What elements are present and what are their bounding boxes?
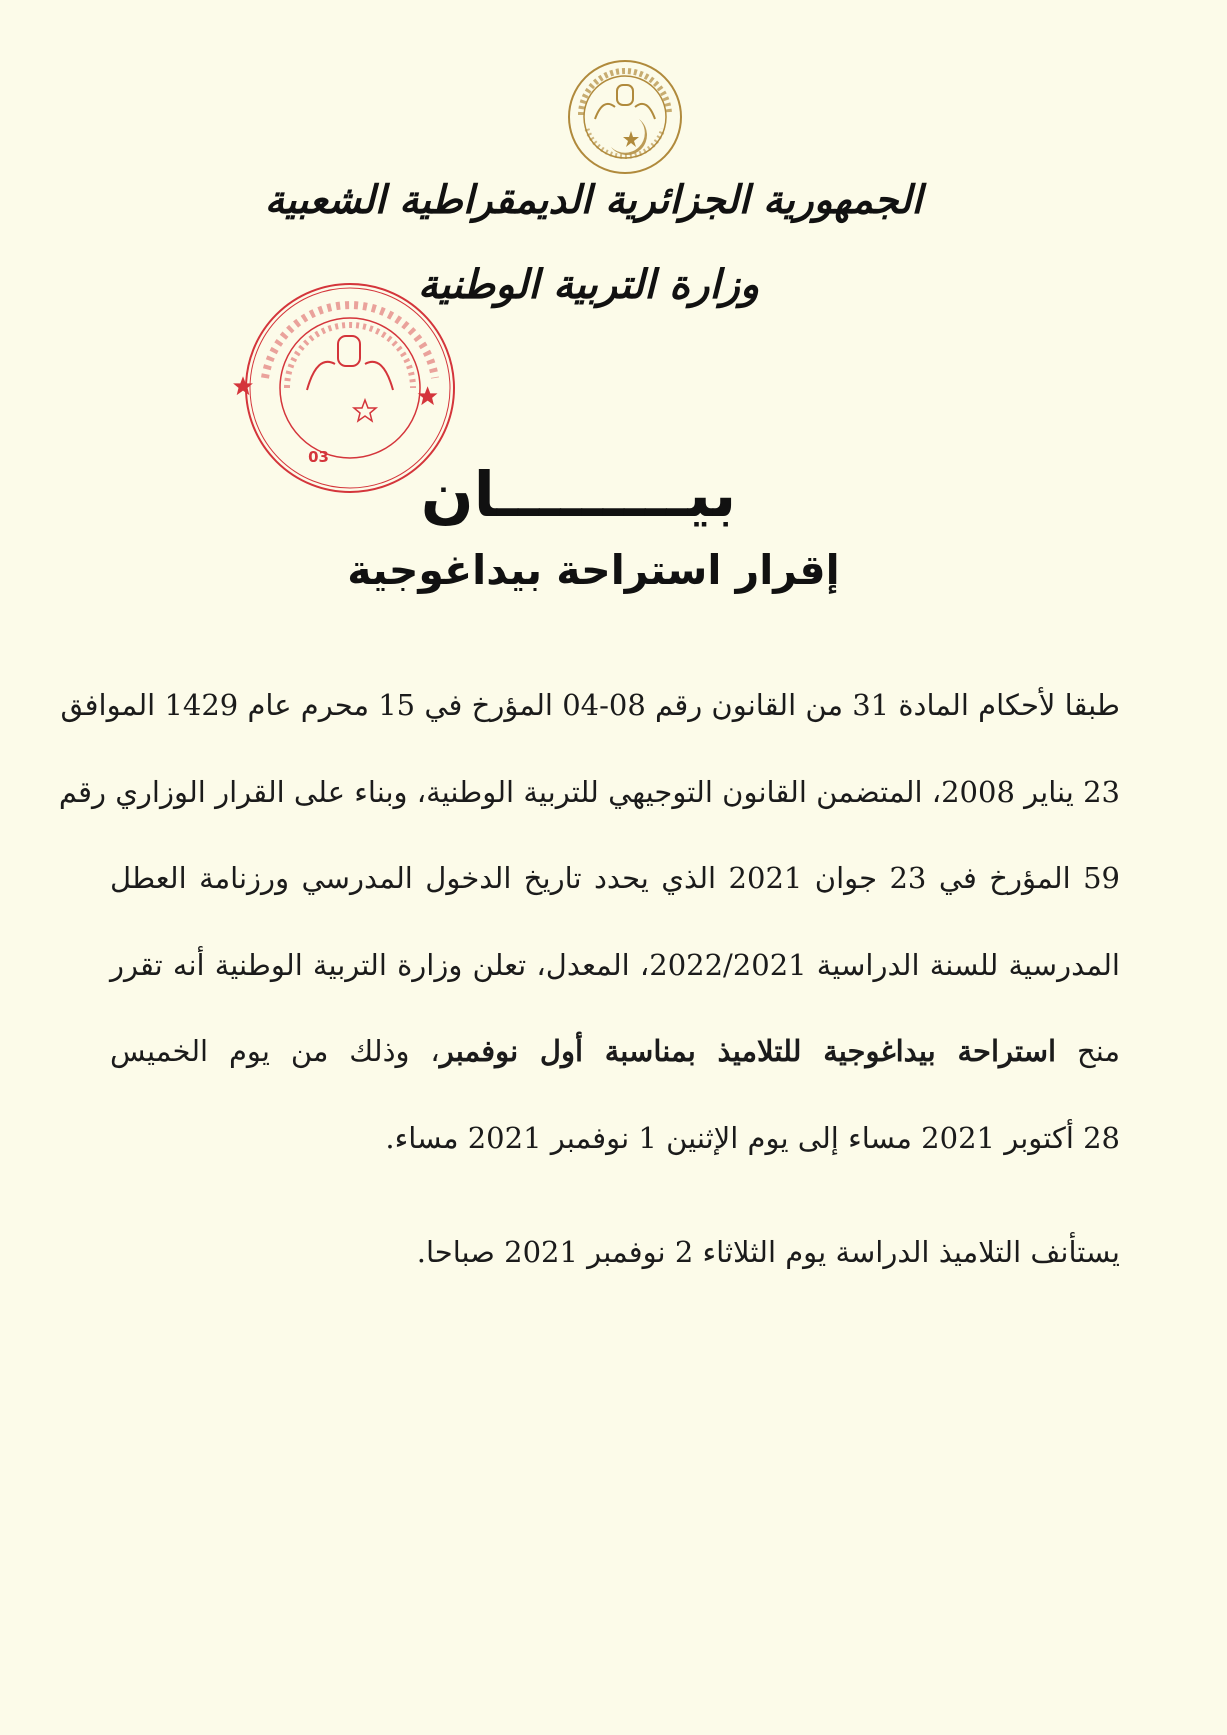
body-line: 28 أكتوبر 2021 مساء إلى يوم الإثنين 1 نوفمبر 2021 مساء.	[385, 1120, 1120, 1155]
document-subtitle: إقرار استراحة بيداغوجية	[347, 546, 840, 594]
body-line: المدرسية للسنة الدراسية 2022/2021، المعدل، تعلن وزارة التربية الوطنية أنه تقرر	[110, 947, 1120, 982]
body-line: 59 المؤرخ في 23 جوان 2021 الذي يحدد تاريخ الدخول المدرسي ورزنامة العطل	[110, 861, 1120, 895]
document-body	[58, 662, 1120, 1181]
body-line: 23 يناير 2008، المتضمن القانون التوجيهي للتربية الوطنية، وبناء على القرار الوزاري رقم	[58, 774, 1120, 809]
body-bold-segment: استراحة بيداغوجية للتلاميذ بمناسبة أول نوفمبر	[439, 1034, 1057, 1068]
body-segment: ، وذلك من يوم الخميس	[110, 1034, 440, 1068]
stamp-number: 03	[308, 448, 329, 466]
body-line-with-bold	[110, 1008, 1120, 1095]
header-republic-name: الجمهورية الجزائرية الديمقراطية الشعبية	[264, 178, 923, 223]
resume-announcement: يستأنف التلاميذ الدراسة يوم الثلاثاء 2 نوفمبر 2021 صباحا.	[416, 1235, 1120, 1269]
algeria-seal-icon	[565, 57, 685, 177]
header-ministry-name: وزارة التربية الوطنية	[417, 262, 760, 308]
body-line: طبقا لأحكام المادة 31 من القانون رقم 08-04 المؤرخ في 15 محرم عام 1429 الموافق	[60, 688, 1120, 722]
body-segment: منح	[1056, 1034, 1120, 1068]
document-title: بيـــــــــان	[420, 458, 737, 531]
